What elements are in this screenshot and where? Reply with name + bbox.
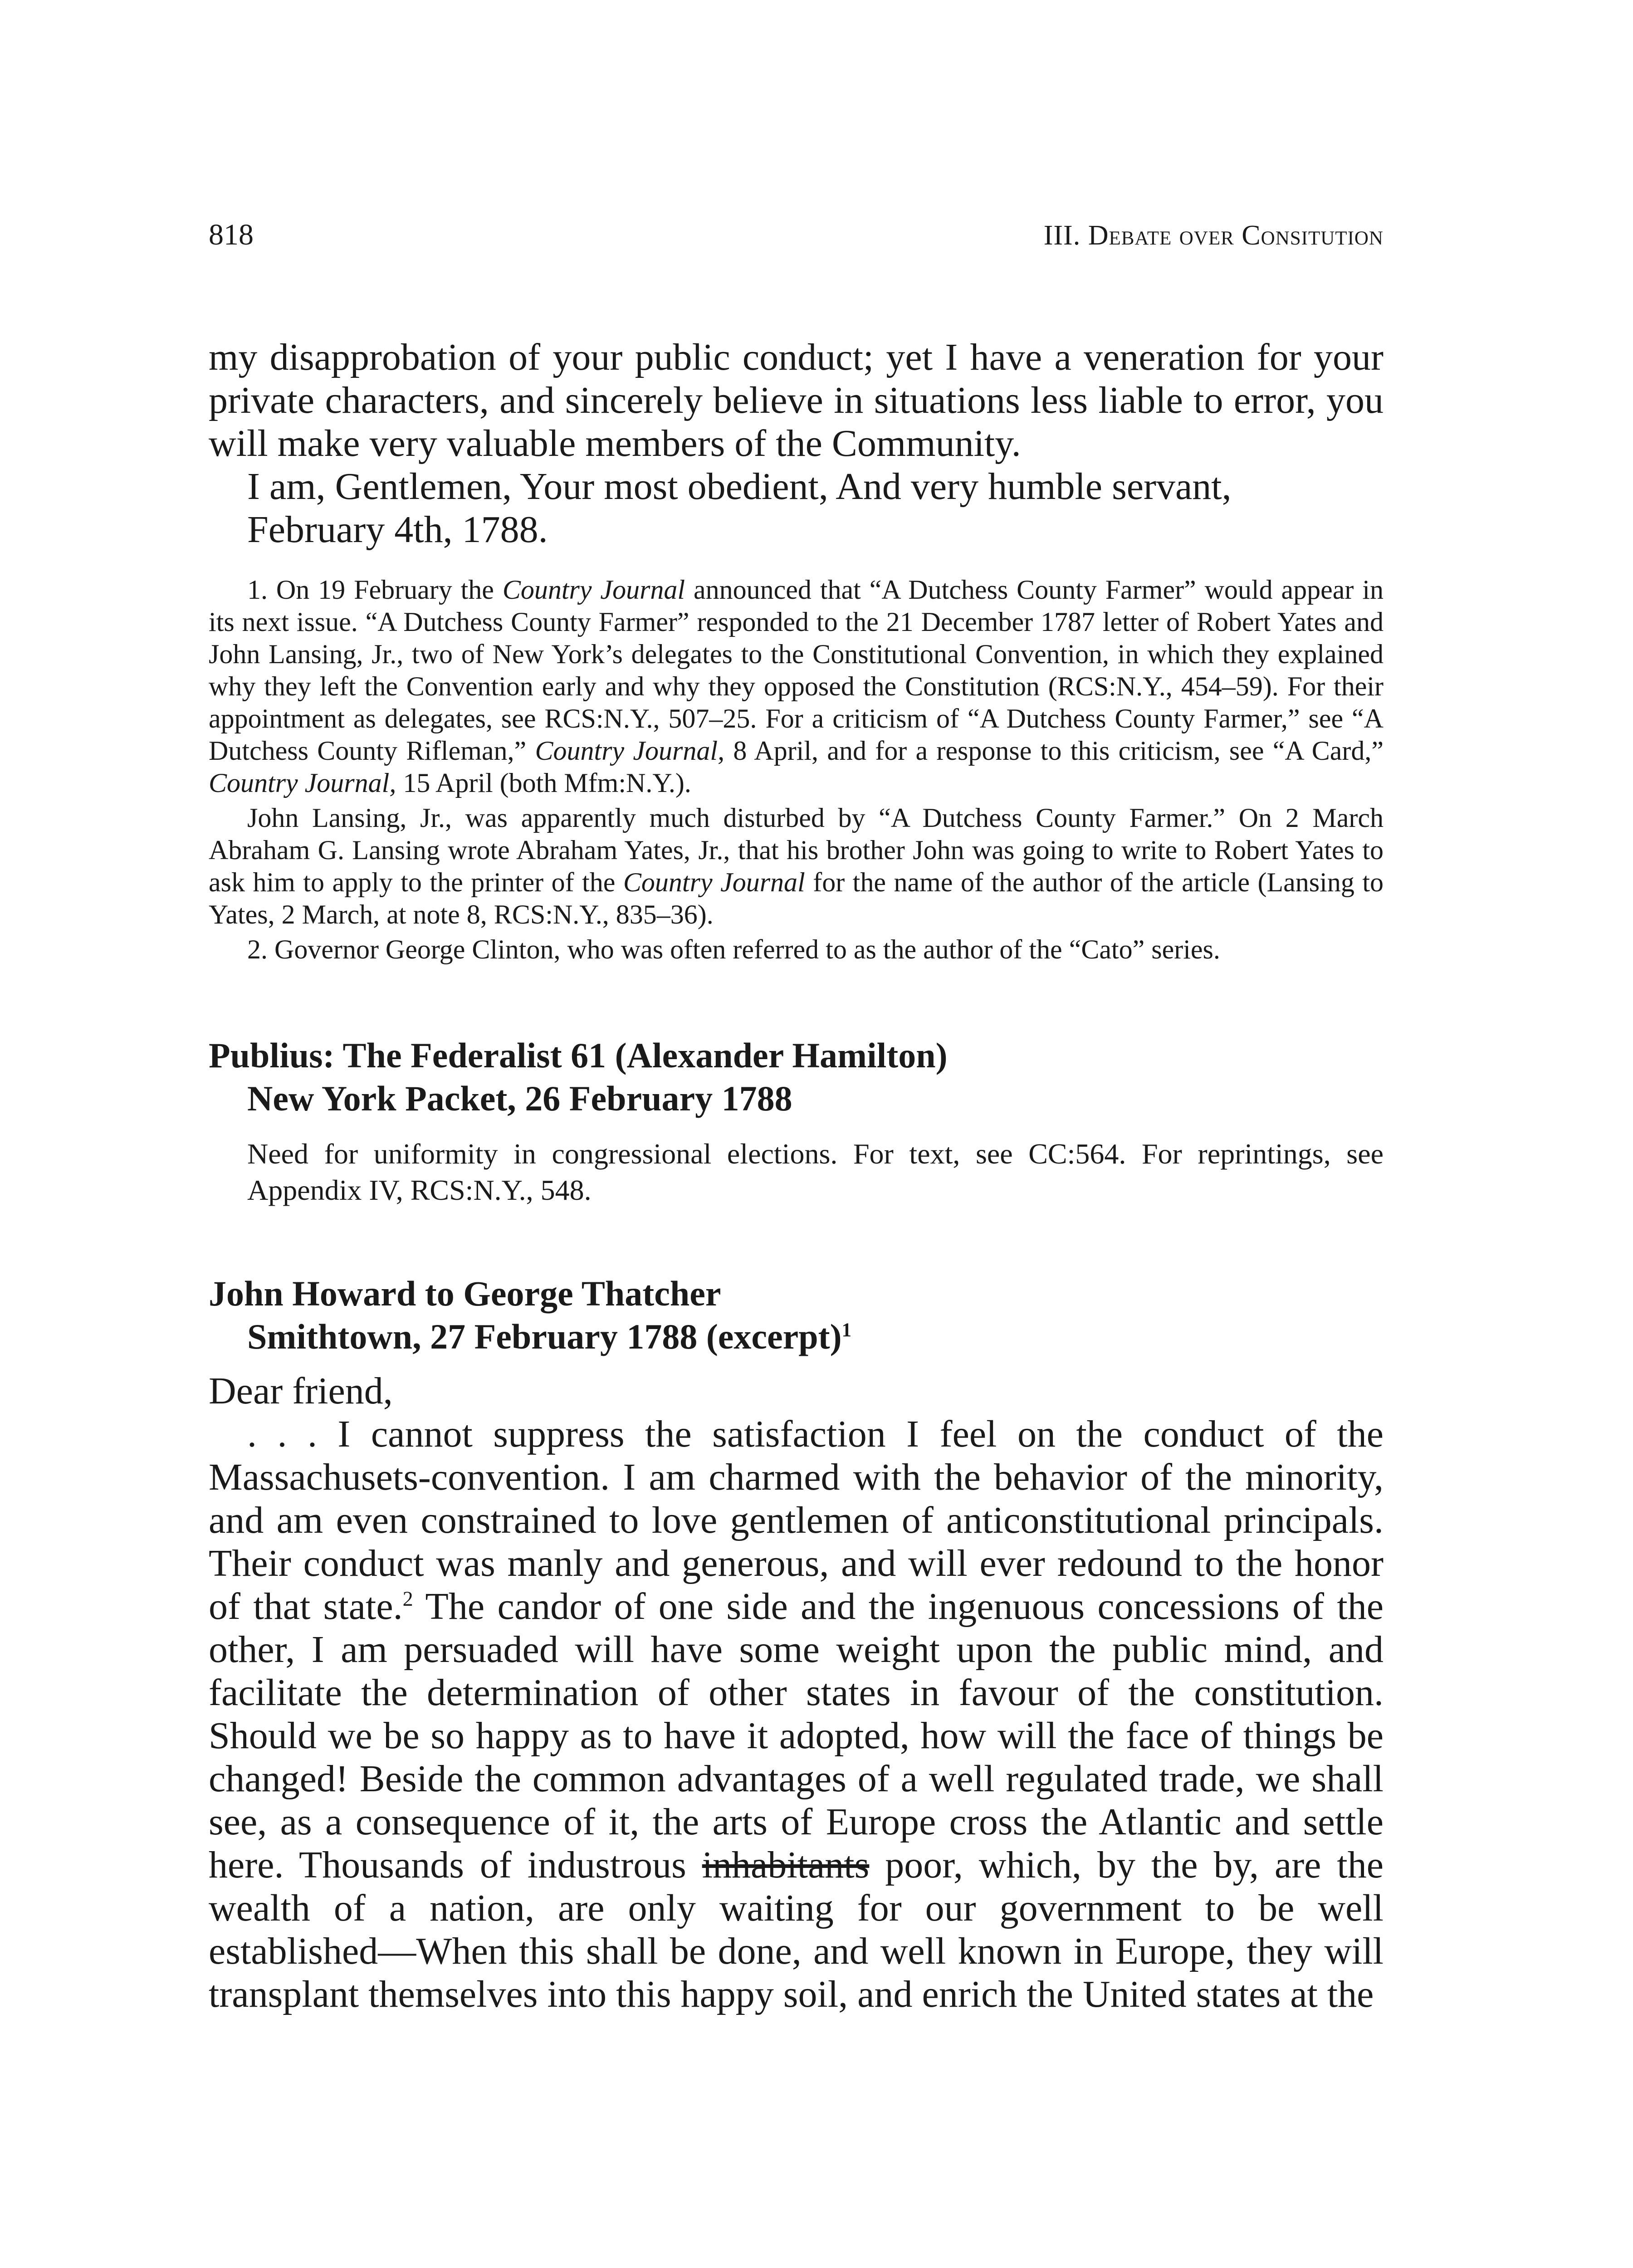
document-heading-howard (209, 1272, 1384, 1358)
document-heading-federalist (209, 1034, 1384, 1120)
publication-title: Country Journal, (535, 736, 725, 766)
letter-salutation: Dear friend, (209, 1370, 393, 1412)
closing-line: I am, Gentlemen, Your most obedient, And very humble servant, (247, 465, 1232, 508)
footnote-2: 2. Governor George Clinton, who was often referred to as the author of the “Cato” series. (247, 934, 1220, 964)
document-page (209, 218, 1384, 2016)
footnote-reference: 2 (402, 1587, 413, 1610)
page-number: 818 (209, 218, 254, 251)
running-title: III. Debate over Consitution (1043, 220, 1384, 251)
heading-title: Publius: The Federalist 61 (Alexander Hamilton) (209, 1036, 948, 1075)
footnote-1: 1. On 19 February the Country Journal announced that “A Dutchess County Farmer” would appear in its next issue. “A Dutchess County Farmer” responded to the 21 December 1787 letter of Robert Yates and John Lansing, Jr., two of New York’s delegates to the Constitutional Convention, in which they explained why they left the Convention early and why they opposed the Constitution (RCS:N.Y., 454–59). For their appointment as delegates, see RCS:N.Y., 507–25. For a criticism of “A Dutchess County Farmer,” see “A Dutchess County Rifleman,” Country Journal, 8 April, and for a response to this criticism, see “A Card,” Country Journal, 15 April (both Mfm:N.Y.). (209, 575, 1384, 798)
struck-word: inhabitants (702, 1844, 870, 1886)
publication-title: Country Journal (623, 867, 805, 897)
continuation-paragraph: my disapprobation of your public conduct; yet I have a veneration for your private characters, and sincerely believe in situations less liable to error, you will make very valuable members of the Community. (209, 336, 1384, 464)
publication-title: Country Journal, (209, 768, 396, 798)
footnote-1-continued: John Lansing, Jr., was apparently much disturbed by “A Dutchess County Farmer.” On 2 March Abraham G. Lansing wrote Abraham Yates, Jr., that his brother John was going to write to Robert Yates to ask him to apply to the printer of the Country Journal for the name of the author of the article (Lansing to Yates, 2 March, at note 8, RCS:N.Y., 835–36). (209, 803, 1384, 929)
closing-date: February 4th, 1788. (247, 508, 548, 551)
headnote: Need for uniformity in congressional elections. For text, see CC:564. For reprintings, see Appendix IV, RCS:N.Y., 548. (247, 1138, 1384, 1206)
footnote-reference: 1 (841, 1320, 852, 1341)
running-head (209, 218, 1384, 263)
heading-subtitle: New York Packet, 26 February 1788 (247, 1079, 792, 1118)
letter-body: . . . I cannot suppress the satisfaction I feel on the conduct of the Massachusets-convention. I am charmed with the behavior of the minority, and am even constrained to love gentlemen of anticonstitutional principals. Their conduct was manly and generous, and will ever redound to the honor of that state.$^2$ The candor of one side and the ingenuous concessions of the other, I am persuaded will have some weight upon the public mind, and facilitate the determination of other states in favour of the constitution. Should we be so happy as to have it adopted, how will the face of things be changed! Beside the common advantages of a well regulated trade, we shall see, as a consequence of it, the arts of Europe cross the Atlantic and settle here. Thousands of industrous inhabitants poor, which, by the by, are the wealth of a nation, are only waiting for our government to be well established—When this shall be done, and well known in Europe, they will transplant themselves into this happy soil, and enrich the United states at the (209, 1413, 1384, 2015)
heading-subtitle: Smithtown, 27 February 1788 (excerpt)$^1$ (247, 1317, 852, 1356)
publication-title: Country Journal (502, 575, 685, 605)
footnotes (209, 574, 1384, 966)
heading-title: John Howard to George Thatcher (209, 1274, 721, 1313)
